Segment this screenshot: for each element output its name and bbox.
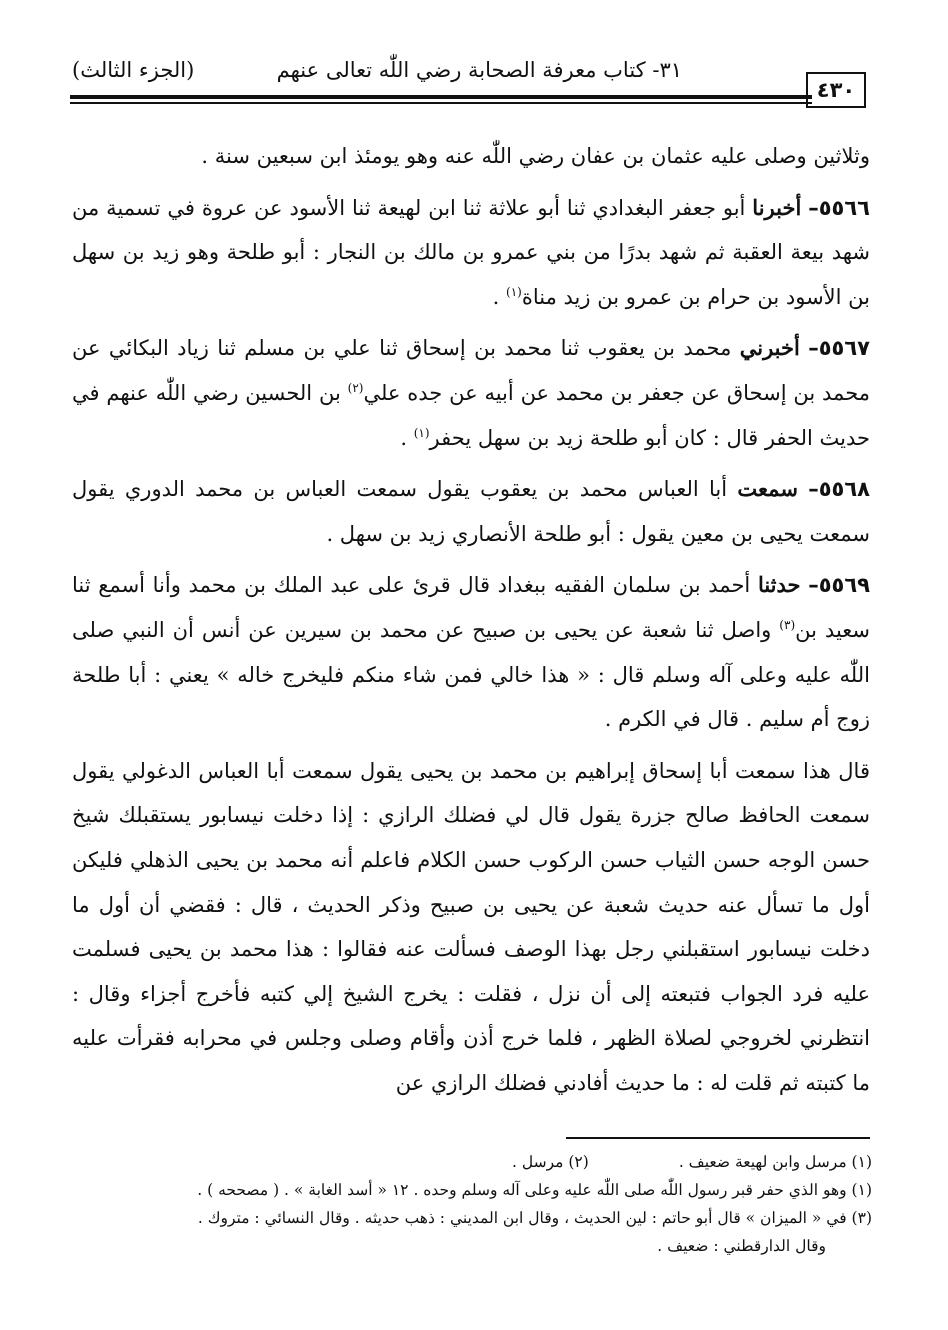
header-rule-thick: [70, 95, 812, 99]
hadith-5568: [72, 467, 870, 556]
hadith-tail: .: [400, 425, 414, 450]
footnote-line: (١) وهو الذي حفر قبر رسول اللّٰه صلى اللّٰه عليه وعلى آله وسلم وحده . ١٢ « أسد الغابة » . ( مصححه ) .: [197, 1181, 872, 1199]
chapter-title: ٣١- كتاب معرفة الصحابة رضي اللّٰه تعالى عنهم: [276, 58, 682, 82]
hadith-5567: [72, 326, 870, 460]
footnote-ref: (١): [506, 284, 522, 299]
footnote-ref: (٣): [779, 617, 796, 632]
hadith-keyword: حدثنا: [757, 572, 801, 598]
narration-paragraph: [72, 749, 870, 1106]
hadith-5569: [72, 563, 870, 741]
running-header: [72, 54, 872, 90]
hadith-5566: [72, 186, 870, 320]
hadith-number: ٥٥٦٨–: [808, 477, 870, 502]
hadith-text-cont: واصل ثنا شعبة عن يحيى بن صبيح عن محمد بن سيرين عن أنس أن النبي صلى اللّٰه عليه وعلى آله وسلم قال : « هذا خالي فمن شاء منكم فليخرج خاله » يعني : أبا طلحة زوج أم سليم . قال في الكرم .: [72, 617, 870, 732]
hadith-number: ٥٥٦٩–: [808, 573, 870, 598]
volume-label: (الجزء الثالث): [72, 58, 195, 82]
hadith-keyword: أخبرني: [739, 335, 800, 361]
footnote-ref: (١): [413, 425, 430, 440]
footnote-1: (١) مرسل وابن لهيعة ضعيف .: [678, 1153, 872, 1171]
paragraph-text: وثلاثين وصلى عليه عثمان بن عفان رضي اللّٰه عنه وهو يومئذ ابن سبعين سنة .: [201, 144, 870, 168]
footnote-line: [72, 1148, 872, 1176]
hadith-text-cont: بن الحسين رضي اللّٰه عنهم في حديث الحفر قال : كان أبو طلحة زيد بن سهل يحفر: [72, 380, 870, 450]
footnote-rule: [566, 1137, 870, 1139]
hadith-keyword: أخبرنا: [752, 194, 802, 220]
footnote-2: (٢) مرسل .: [512, 1153, 589, 1171]
paragraph-text: قال هذا سمعت أبا إسحاق إبراهيم بن محمد بن يحيى يقول سمعت أبا العباس الدغولي يقول سمعت الحافظ صالح جزرة يقول قال لي فضلك الرازي : إذا دخلت نيسابور يستقبلك شيخ حسن الوجه حسن الثياب حسن الركوب حسن الكلام فاعلم أنه محمد بن يحيى الذهلي فليكن أول ما تسأل عنه حديث شعبة عن يحيى بن صبيح وذكر الحديث ، قال : فقضي أن أول ما دخلت نيسابور استقبلني رجل بهذا الوصف فسألت عنه فقالوا : هذا محمد بن يحيى فسلمت عليه فرد الجواب فتبعته إلى أن نزل ، فقلت : يخرج الشيخ إلي كتبه فأخرج أجزاء وقال : انتظرني لخروجي لصلاة الظهر ، فلما خرج أذن وأقام وصلى وجلس في محرابه فقرأت عليه ما كتبته ثم قلت له : ما حديث أفادني فضلك الرازي عن: [72, 758, 870, 1095]
main-text: [72, 134, 870, 1105]
hadith-text: أبو جعفر البغدادي ثنا أبو علاثة ثنا ابن لهيعة ثنا الأسود عن عروة في تسمية من شهد بيعة العقبة ثم شهد بدرًا من بني عمرو بن مالك بن النجار : أبو طلحة وهو زيد بن سهل بن الأسود بن حرام بن عمرو بن زيد مناة: [72, 195, 870, 309]
footnote-line: وقال الدارقطني : ضعيف .: [657, 1237, 826, 1255]
hadith-tail: .: [492, 284, 507, 309]
hadith-number: ٥٥٦٧–: [808, 336, 870, 361]
page-number: ٤٣٠: [806, 72, 866, 108]
footnotes: [72, 1148, 872, 1260]
hadith-text: أبا العباس محمد بن يعقوب يقول سمعت العباس بن محمد الدوري يقول سمعت يحيى بن معين يقول : أبو طلحة الأنصاري زيد بن سهل .: [72, 477, 870, 546]
hadith-text: محمد بن يعقوب ثنا محمد بن إسحاق ثنا علي بن مسلم ثنا زياد البكائي عن محمد بن إسحاق عن جعفر بن محمد عن أبيه عن جده علي: [72, 336, 870, 405]
hadith-number: ٥٥٦٦–: [808, 195, 870, 220]
hadith-keyword: سمعت: [737, 476, 798, 502]
hadith-text: أحمد بن سلمان الفقيه ببغداد قال قرئ على عبد الملك بن محمد وأنا أسمع ثنا سعيد بن: [72, 573, 871, 642]
header-rule-thin: [70, 102, 812, 104]
paragraph-continuation: [72, 134, 870, 179]
footnote-ref: (٢): [347, 380, 364, 395]
footnote-line: (٣) في « الميزان » قال أبو حاتم : لين الحديث ، وقال ابن المديني : ذهب حديثه . وقال النسائي : متروك .: [197, 1209, 872, 1227]
